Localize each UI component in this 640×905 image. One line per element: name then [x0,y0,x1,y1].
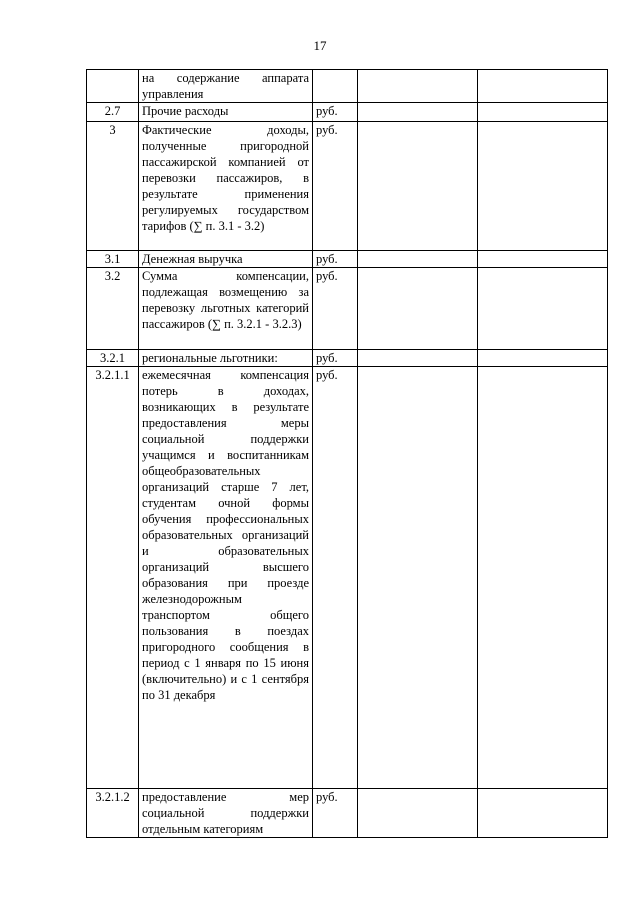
row-description: на содержание аппарата управления [139,70,313,103]
value-cell [358,251,478,268]
row-number: 3.1 [87,251,139,268]
row-description: Фактические доходы, полученные пригородной пассажирской компанией от перевозки пассажиров, в результате применения регулируемых государством тарифов (∑ п. 3.1 - 3.2) [139,122,313,251]
table-row [87,350,608,367]
value-cell [478,350,608,367]
row-unit: руб. [313,122,358,251]
value-cell [478,789,608,838]
value-cell [358,350,478,367]
row-unit: руб. [313,251,358,268]
table-row [87,122,608,251]
value-cell [478,268,608,350]
row-description: Прочие расходы [139,103,313,122]
row-unit [313,70,358,103]
row-unit: руб. [313,268,358,350]
table-row [87,251,608,268]
value-cell [478,251,608,268]
row-number: 3.2.1 [87,350,139,367]
row-number: 3.2.1.2 [87,789,139,838]
row-description: ежемесячная компенсация потерь в доходах, возникающих в результате предоставления меры социальной поддержки учащимся и воспитанникам общеобразовательных организаций старше 7 лет, студентам очной формы обучения профессиональных образовательных организаций и образовательных организаций высшего образования при проезде железнодорожным транспортом общего пользования в поездах пригородного сообщения в период с 1 января по 15 июня (включительно) и с 1 сентября по 31 декабря [139,367,313,789]
row-description: Сумма компенсации, подлежащая возмещению за перевозку льготных категорий пассажиров (∑ п. 3.2.1 - 3.2.3) [139,268,313,350]
value-cell [358,789,478,838]
row-description: Денежная выручка [139,251,313,268]
data-table [86,69,608,838]
page-number: 17 [313,38,327,53]
row-description: региональные льготники: [139,350,313,367]
row-unit: руб. [313,367,358,789]
value-cell [478,122,608,251]
value-cell [358,122,478,251]
table-row [87,268,608,350]
row-number: 3.2.1.1 [87,367,139,789]
row-unit: руб. [313,789,358,838]
row-unit: руб. [313,103,358,122]
table-row [87,367,608,789]
value-cell [358,103,478,122]
table-row [87,70,608,103]
value-cell [358,367,478,789]
row-number: 3.2 [87,268,139,350]
row-number: 3 [87,122,139,251]
value-cell [358,268,478,350]
value-cell [478,103,608,122]
value-cell [478,70,608,103]
table-row [87,789,608,838]
row-number: 2.7 [87,103,139,122]
value-cell [478,367,608,789]
row-number [87,70,139,103]
row-unit: руб. [313,350,358,367]
table-row [87,103,608,122]
value-cell [358,70,478,103]
row-description: предоставление мер социальной поддержки отдельным категориям [139,789,313,838]
